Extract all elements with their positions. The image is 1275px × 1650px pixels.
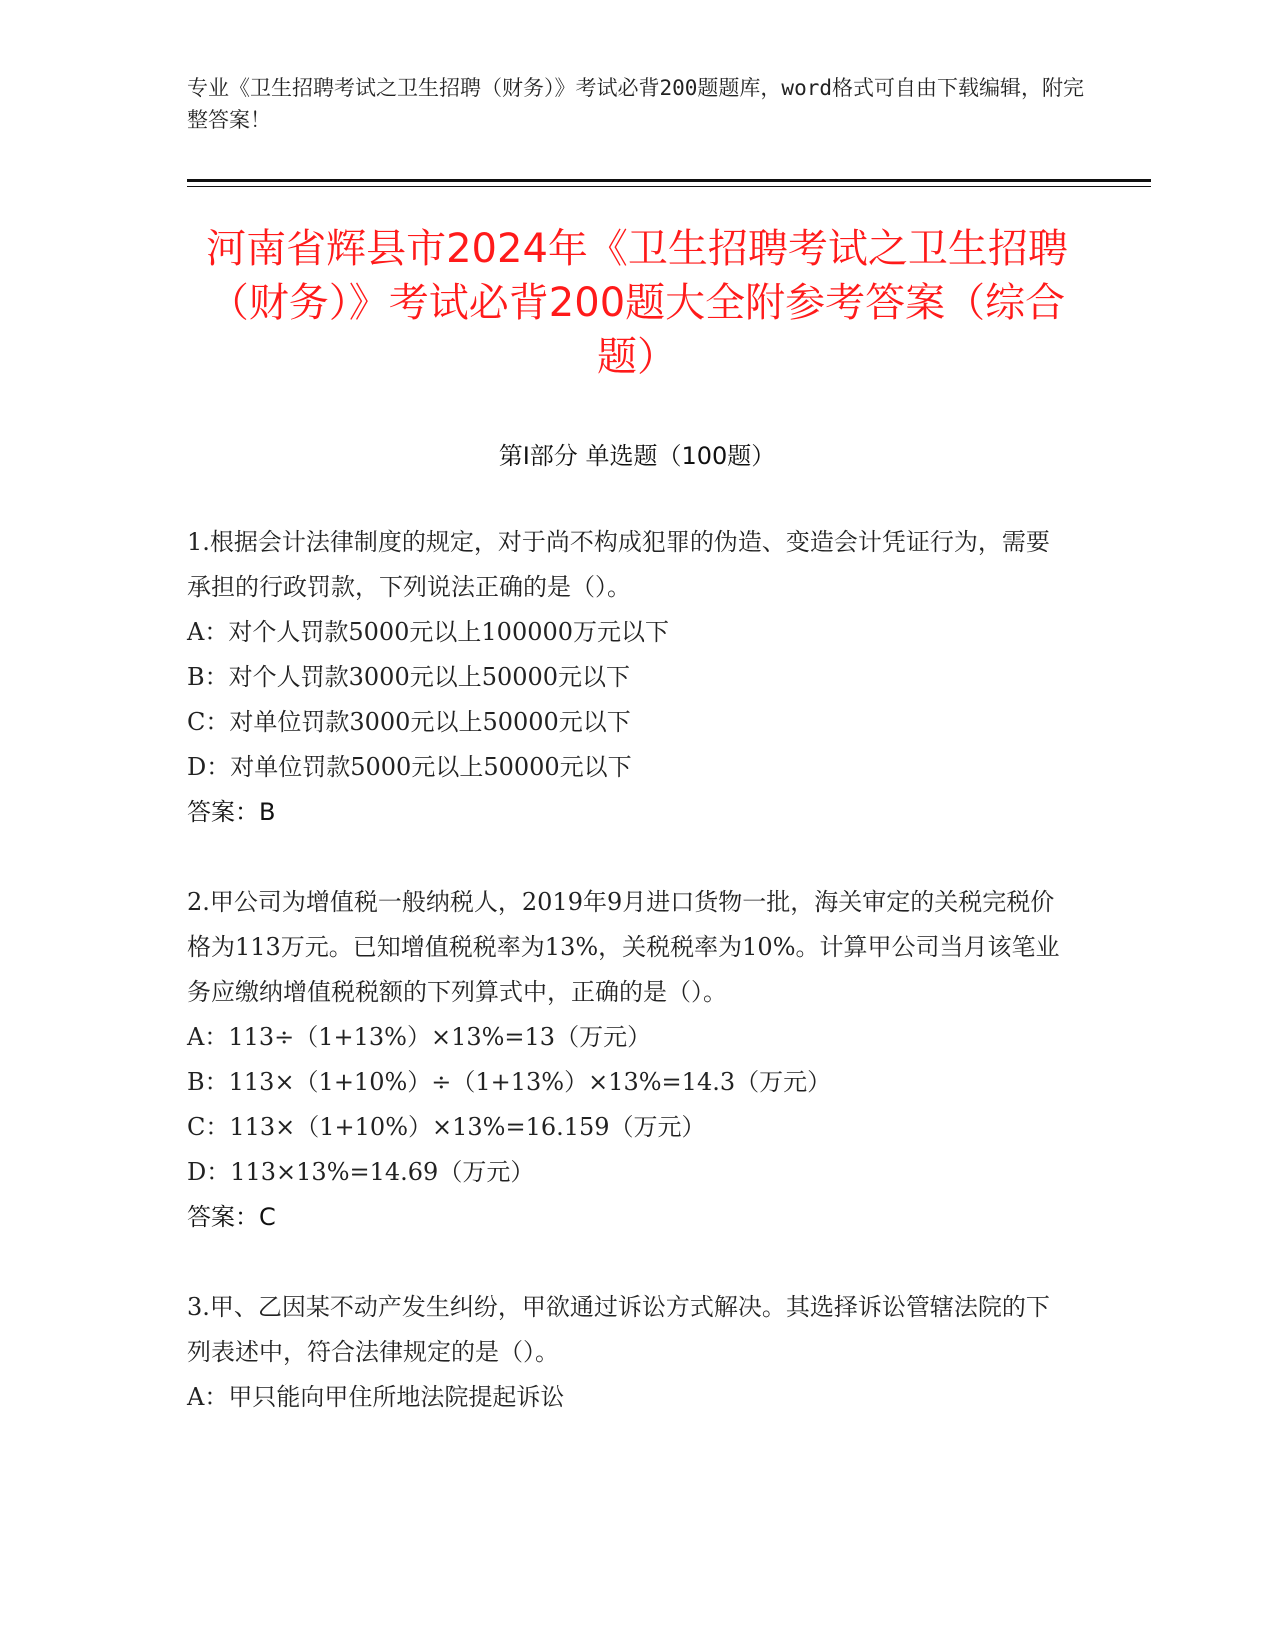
question-stem: 1.根据会计法律制度的规定，对于尚不构成犯罪的伪造、变造会计凭证行为，需要承担的行政罚款，下列说法正确的是（）。	[187, 528, 1050, 601]
option-b: B：113×（1+10%）÷（1+13%）×13%=14.3（万元）	[187, 1068, 832, 1096]
section-title: 第Ⅰ部分 单选题（100题）	[498, 442, 776, 470]
document-title: 河南省辉县市2024年《卫生招聘考试之卫生招聘（财务）》考试必背200题大全附参考答案（综合题）	[206, 226, 1068, 380]
option-a: A：对个人罚款5000元以上100000万元以下	[187, 618, 670, 646]
option-a: A：113÷（1+13%）×13%=13（万元）	[187, 1023, 652, 1051]
answer: 答案：C	[187, 1203, 276, 1231]
header-rule-thick	[187, 179, 1151, 182]
question-stem: 3.甲、乙因某不动产发生纠纷，甲欲通过诉讼方式解决。其选择诉讼管辖法院的下列表述中，符合法律规定的是（）。	[187, 1293, 1050, 1366]
question-2	[187, 880, 1067, 1240]
header-rule-thin	[187, 186, 1151, 187]
header-note: 专业《卫生招聘考试之卫生招聘（财务）》考试必背200题题库，word格式可自由下载编辑，附完整答案！	[187, 76, 1084, 132]
option-a: A：甲只能向甲住所地法院提起诉讼	[187, 1383, 565, 1411]
option-d: D：对单位罚款5000元以上50000元以下	[187, 753, 632, 781]
question-list	[187, 520, 1067, 1465]
question-1	[187, 520, 1067, 835]
option-b: B：对个人罚款3000元以上50000元以下	[187, 663, 631, 691]
option-c: C：对单位罚款3000元以上50000元以下	[187, 708, 631, 736]
option-d: D：113×13%=14.69（万元）	[187, 1158, 535, 1186]
question-3	[187, 1285, 1067, 1420]
question-stem: 2.甲公司为增值税一般纳税人，2019年9月进口货物一批，海关审定的关税完税价格为113万元。已知增值税税率为13%，关税税率为10%。计算甲公司当月该笔业务应缴纳增值税税额的下列算式中，正确的是（）。	[187, 888, 1060, 1006]
option-c: C：113×（1+10%）×13%=16.159（万元）	[187, 1113, 706, 1141]
answer: 答案：B	[187, 798, 276, 826]
